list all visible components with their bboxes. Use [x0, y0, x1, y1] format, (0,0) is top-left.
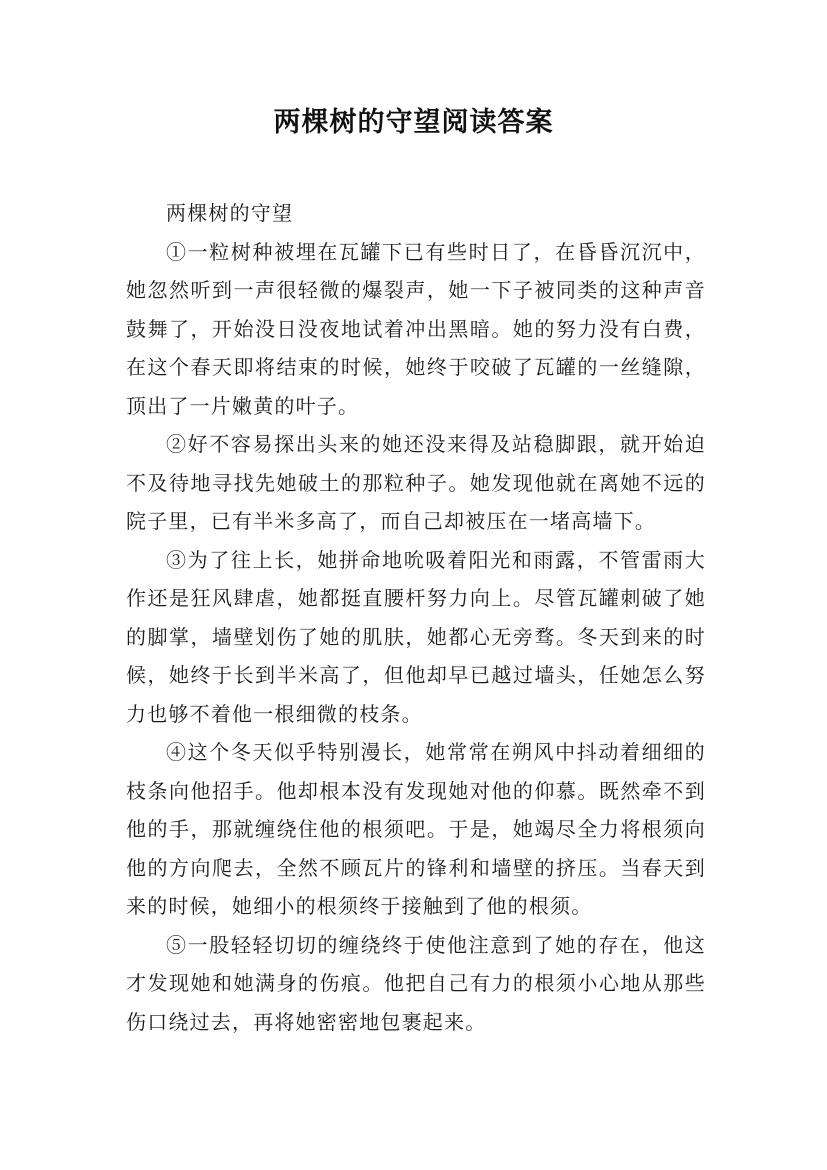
paragraph-5: ⑤一股轻轻切切的缠绕终于使他注意到了她的存在，他这才发现她和她满身的伤痕。他把自己有力的根须小心地从那些伤口绕过去，再将她密密地包裹起来。: [126, 932, 706, 1034]
paragraph-1: ①一粒树种被埋在瓦罐下已有些时日了，在昏昏沉沉中，她忽然听到一声很轻微的爆裂声，她一下子被同类的这种声音鼓舞了，开始没日没夜地试着冲出黑暗。她的努力没有白费，在这个春天即将结束的时候，她终于咬破了瓦罐的一丝缝隙，顶出了一片嫩黄的叶子。: [126, 239, 706, 418]
document-title: 两棵树的守望阅读答案: [273, 107, 554, 138]
paragraph-3: ③为了往上长，她拼命地吮吸着阳光和雨露，不管雷雨大作还是狂风肆虐，她都挺直腰杆努力向上。尽管瓦罐刺破了她的脚掌，墙壁划伤了她的肌肤，她都心无旁骛。冬天到来的时候，她终于长到半米高了，但他却早已越过墙头，任她怎么努力也够不着他一根细微的枝条。: [126, 547, 706, 726]
paragraph-4: ④这个冬天似乎特别漫长，她常常在朔风中抖动着细细的枝条向他招手。他却根本没有发现她对他的仰慕。既然牵不到他的手，那就缠绕住他的根须吧。于是，她竭尽全力将根须向他的方向爬去，全然不顾瓦片的锋利和墙壁的挤压。当春天到来的时候，她细小的根须终于接触到了他的根须。: [126, 740, 706, 918]
story-title-paragraph: 两棵树的守望: [166, 201, 294, 225]
document-body: [126, 194, 706, 1041]
paragraph-2: ②好不容易探出头来的她还没来得及站稳脚跟，就开始迫不及待地寻找先她破土的那粒种子。她发现他就在离她不远的院子里，已有半米多高了，而自己却被压在一堵高墙下。: [126, 432, 706, 533]
